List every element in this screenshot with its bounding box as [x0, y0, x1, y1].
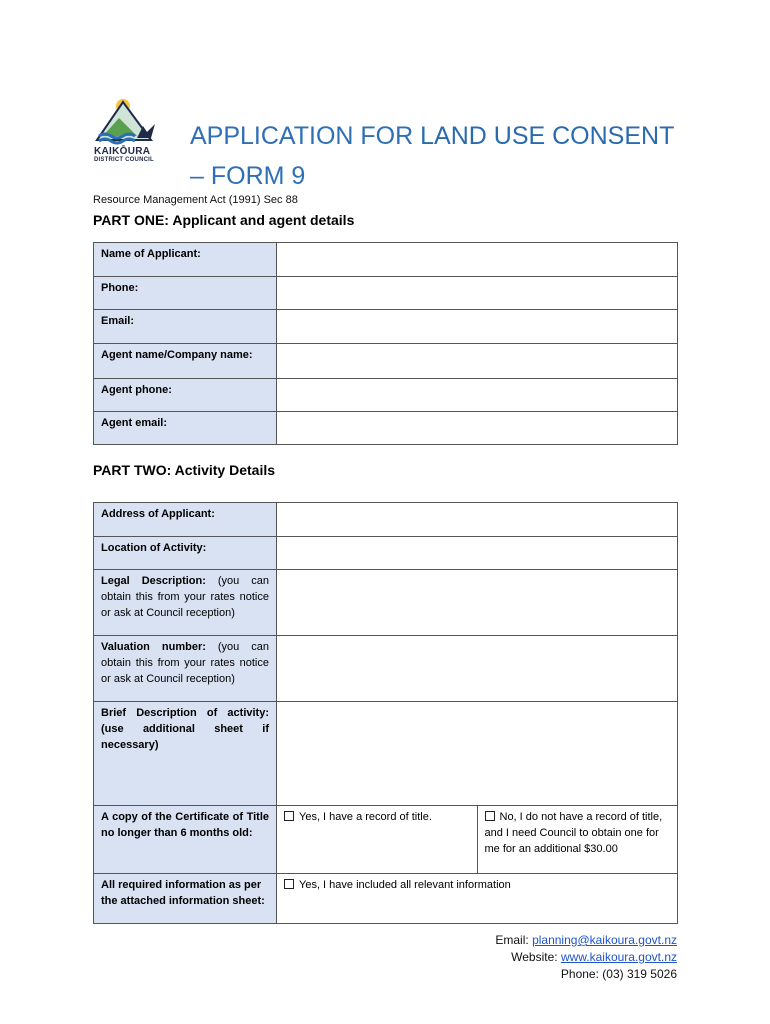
valuation-label [94, 636, 277, 702]
table-row [94, 277, 678, 310]
activity-details-table [93, 502, 678, 924]
table-row [94, 636, 678, 702]
act-reference: Resource Management Act (1991) Sec 88 [93, 194, 298, 206]
required-info-label: All required information as per the attached information sheet: [94, 874, 277, 924]
brief-description-label: Brief Description of activity: (use additional sheet if necessary) [94, 702, 277, 806]
certificate-yes-text: Yes, I have a record of title. [299, 811, 432, 823]
title-line-2: – FORM 9 [190, 162, 306, 190]
required-info-checkbox[interactable] [284, 879, 294, 889]
agent-phone-label: Agent phone: [94, 379, 277, 412]
certificate-no-text: No, I do not have a record of title, and I need Council to obtain one for me for an additional $30.00 [484, 811, 663, 855]
title-emphasis: LAND USE CONSENT [420, 122, 675, 150]
footer-email-link[interactable]: planning@kaikoura.govt.nz [532, 933, 677, 947]
part-two-heading: PART TWO: Activity Details [93, 462, 276, 478]
address-label: Address of Applicant: [94, 503, 277, 537]
footer-website-label: Website: [511, 950, 561, 964]
logo-name: KAIKŌURA [94, 146, 151, 157]
required-info-option[interactable] [277, 874, 678, 924]
table-row [94, 570, 678, 636]
footer-phone: Phone: (03) 319 5026 [560, 967, 677, 981]
agent-name-field[interactable] [277, 344, 678, 379]
applicant-details-table [93, 242, 678, 445]
email-label: Email: [94, 310, 277, 344]
page-title [190, 116, 690, 196]
table-row [94, 243, 678, 277]
email-field[interactable] [277, 310, 678, 344]
table-row [94, 702, 678, 806]
table-row [94, 537, 678, 570]
table-row [94, 310, 678, 344]
footer-email-label: Email: [495, 933, 533, 947]
certificate-no-checkbox[interactable] [485, 811, 495, 821]
logo-subname: DISTRICT COUNCIL [94, 157, 154, 163]
legal-description-label [94, 570, 277, 636]
location-field[interactable] [277, 537, 678, 570]
footer-website-link[interactable]: www.kaikoura.govt.nz [560, 950, 677, 964]
valuation-field[interactable] [277, 636, 678, 702]
brief-description-field[interactable] [277, 702, 678, 806]
agent-email-label: Agent email: [94, 412, 277, 445]
table-row [94, 503, 678, 537]
title-prefix: APPLICATION FOR [190, 122, 421, 150]
applicant-name-label: Name of Applicant: [94, 243, 277, 277]
phone-field[interactable] [277, 277, 678, 310]
required-info-text: Yes, I have included all relevant information [299, 879, 511, 891]
agent-email-field[interactable] [277, 412, 678, 445]
valuation-note: (you can obtain this from your rates notice or ask at Council reception) [101, 641, 269, 685]
legal-description-note: (you can obtain this from your rates notice or ask at Council reception) [101, 575, 269, 619]
valuation-title: Valuation number: [101, 641, 206, 653]
footer-website-line [495, 949, 677, 966]
certificate-yes-option[interactable] [277, 806, 478, 874]
phone-label: Phone: [94, 277, 277, 310]
certificate-no-option[interactable] [477, 806, 678, 874]
table-row [94, 874, 678, 924]
table-row [94, 344, 678, 379]
table-row [94, 412, 678, 445]
table-row [94, 806, 678, 874]
certificate-of-title-label: A copy of the Certificate of Title no longer than 6 months old: [94, 806, 277, 874]
contact-footer [495, 932, 677, 983]
legal-description-field[interactable] [277, 570, 678, 636]
agent-name-label: Agent name/Company name: [94, 344, 277, 379]
legal-description-title: Legal Description: [101, 575, 206, 587]
location-label: Location of Activity: [94, 537, 277, 570]
applicant-name-field[interactable] [277, 243, 678, 277]
part-one-heading: PART ONE: Applicant and agent details [93, 212, 355, 228]
certificate-yes-checkbox[interactable] [284, 811, 294, 821]
table-row [94, 379, 678, 412]
address-field[interactable] [277, 503, 678, 537]
footer-email-line [495, 932, 677, 949]
agent-phone-field[interactable] [277, 379, 678, 412]
